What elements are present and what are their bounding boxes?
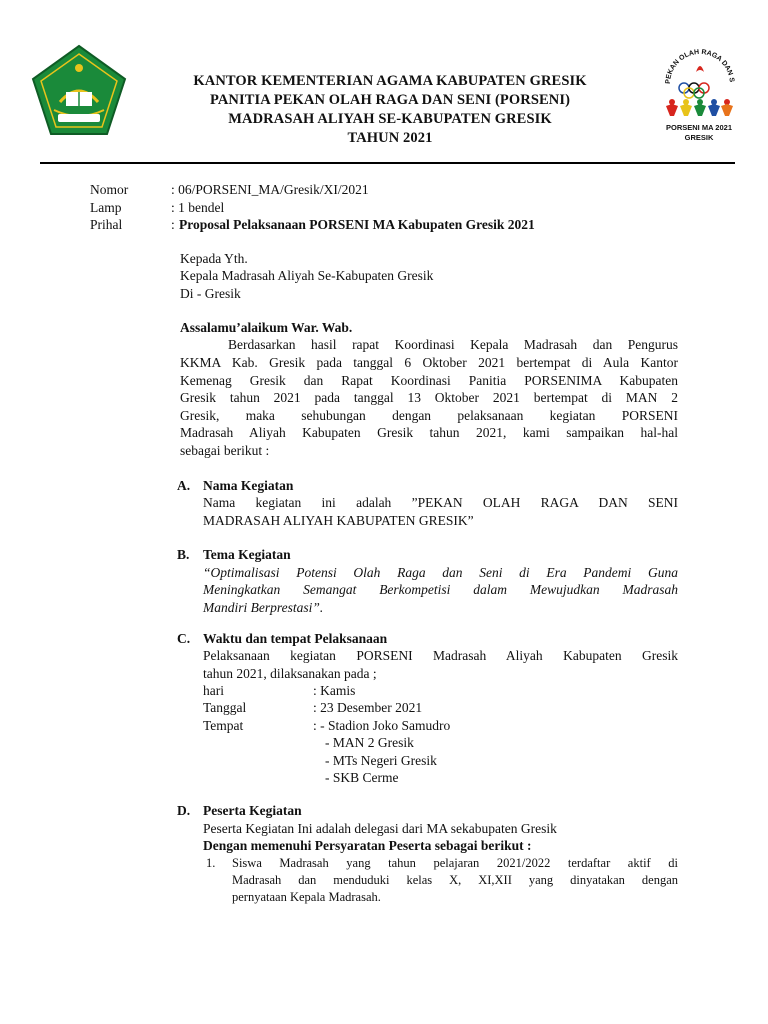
header-title-2: PANITIA PEKAN OLAH RAGA DAN SENI (PORSENI) [209,92,571,108]
porseni-logo-line2: GRESIK [684,133,714,142]
section-b-line: Mandiri Berprestasi”. [203,600,324,615]
lamp-label: Lamp [90,200,122,215]
section-a-line: Nama kegiatan ini adalah ”PEKAN OLAH RAGA DAN SENI [203,495,678,510]
porseni-logo [660,44,738,156]
intro-line: KKMA Kab. Gresik pada tanggal 6 Oktober 2021 bertempat di Aula Kantor [180,355,678,370]
section-b-line: Meningkatkan Semangat Berkompetisi dalam Mewujudkan Madrasah [203,582,678,597]
tanggal-label: Tanggal [203,700,247,715]
section-c-letter: C. [177,631,191,646]
greeting: Assalamu’alaikum War. Wab. [180,320,353,335]
intro-line: Gresik tahun 2021 pada tanggal 13 Oktober 2021 bertempat di MAN 2 [180,390,678,405]
intro-line: sebagai berikut : [180,443,270,458]
section-d-line-2: Dengan memenuhi Persyaratan Peserta sebagai berikut : [203,838,532,853]
requirement-line: pernyataan Kepala Madrasah. [232,890,381,904]
header-title-1: KANTOR KEMENTERIAN AGAMA KABUPATEN GRESIK [193,73,587,89]
requirement-line: Madrasah dan menduduki kelas X, XI,XII yang dinyatakan dengan [232,873,678,887]
venue-item: - MTs Negeri Gresik [325,753,437,768]
header-title-3: MADRASAH ALIYAH SE-KABUPATEN GRESIK [228,111,552,127]
section-a-letter: A. [177,478,191,493]
recipient-line-2: Kepala Madrasah Aliyah Se-Kabupaten Gresik [180,268,434,283]
tempat-value: : - Stadion Joko Samudro [313,718,451,733]
tanggal-value: : 23 Desember 2021 [313,700,423,715]
section-d-title: Peserta Kegiatan [203,803,302,818]
svg-text:PEKAN OLAH RAGA DAN SENI [660,44,735,84]
porseni-logo-arc-text: PEKAN OLAH RAGA DAN S [664,48,736,85]
venue-item: - MAN 2 Gresik [325,735,414,750]
prihal-label: Prihal [90,217,123,232]
nomor-value: : 06/PORSENI_MA/Gresik/XI/2021 [171,182,369,197]
hari-value: : Kamis [313,683,356,698]
section-d-letter: D. [177,803,191,818]
requirement-line: Siswa Madrasah yang tahun pelajaran 2021/2022 terdaftar aktif di [232,856,678,870]
section-d-line-1: Peserta Kegiatan Ini adalah delegasi dari MA sekabupaten Gresik [203,821,557,836]
section-a-title: Nama Kegiatan [203,478,294,493]
prihal-colon: : [171,217,175,232]
venue-item: - SKB Cerme [325,770,399,785]
prihal-value: Proposal Pelaksanaan PORSENI MA Kabupaten Gresik 2021 [179,217,535,232]
porseni-logo-line1: PORSENI MA 2021 [666,123,732,132]
tempat-label: Tempat [203,718,244,733]
section-a-line: MADRASAH ALIYAH KABUPATEN GRESIK” [203,513,474,528]
section-b-line: “Optimalisasi Potensi Olah Raga dan Seni di Era Pandemi Guna [203,565,678,580]
nomor-label: Nomor [90,182,129,197]
requirement-number: 1. [206,856,216,870]
recipient-line-1: Kepada Yth. [180,251,248,266]
section-b-title: Tema Kegiatan [203,547,291,562]
recipient-line-3: Di - Gresik [180,286,241,301]
kemenag-logo [30,44,128,136]
intro-line: Kemenag Gresik dan Rapat Koordinasi Panitia PORSENIMA Kabupaten [180,373,678,388]
header-divider [40,162,735,164]
header-title-4: TAHUN 2021 [347,130,433,146]
hari-label: hari [203,683,224,698]
intro-line: Gresik, maka sehubungan dengan pelaksanaan kegiatan PORSENI [180,408,678,423]
section-c-line: tahun 2021, dilaksanakan pada ; [203,666,377,681]
section-c-title: Waktu dan tempat Pelaksanaan [203,631,388,646]
section-b-letter: B. [177,547,190,562]
intro-line: Berdasarkan hasil rapat Koordinasi Kepala Madrasah dan Pengurus [228,337,678,352]
intro-line: Madrasah Aliyah Kabupaten Gresik tahun 2021, kami sampaikan hal-hal [180,425,678,440]
lamp-value: : 1 bendel [171,200,225,215]
section-c-line: Pelaksanaan kegiatan PORSENI Madrasah Aliyah Kabupaten Gresik [203,648,678,663]
